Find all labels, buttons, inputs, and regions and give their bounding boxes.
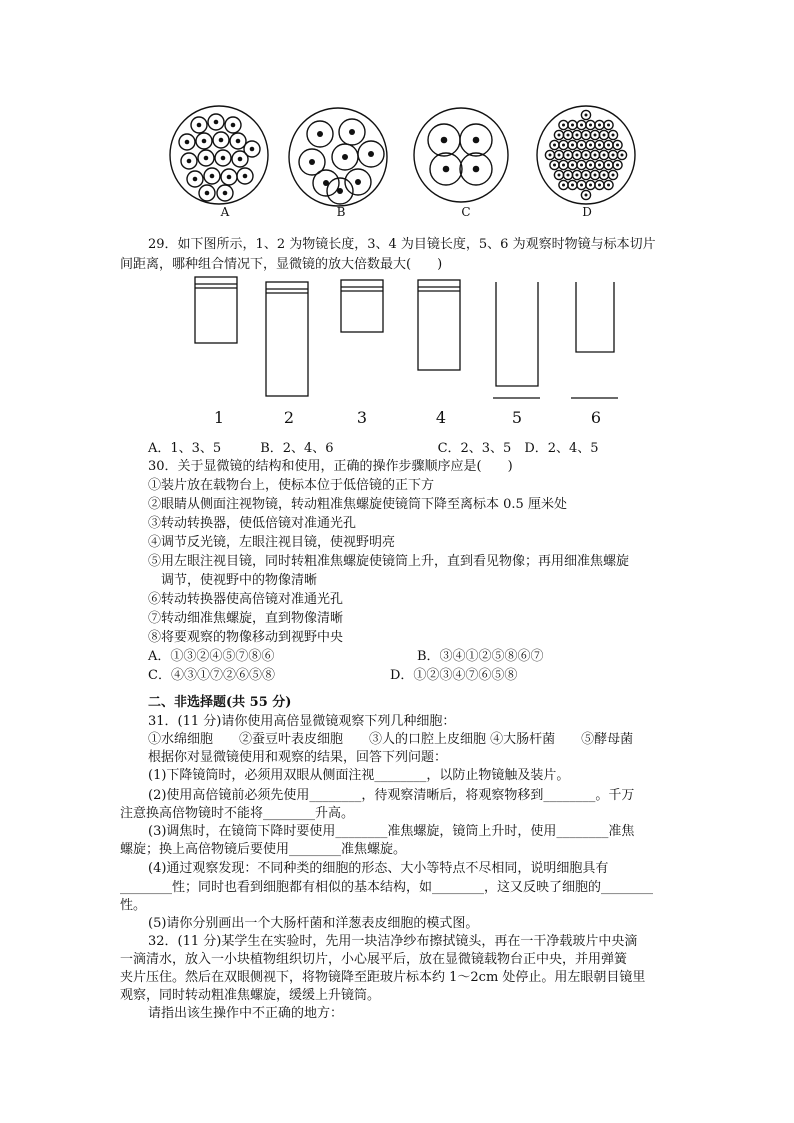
q31-line5: (2)使用高倍镜前必须先使用________，待观察清晰后，将观察物移到________。千万 [148, 788, 635, 803]
q30-step-8: ⑧将要观察的物像移动到视野中央 [148, 630, 344, 645]
q30-stem: 30．关于显微镜的结构和使用，正确的操作步骤顺序应是( ) [148, 459, 513, 474]
q29-stem-line2: 间距离，哪种组合情况下，显微镜的放大倍数最大( ) [120, 257, 443, 272]
q32-line2: 一滴清水，放入一小块植物组织切片，小心展平后，放在显微镜载物台正中央，并用弹簧 [120, 952, 628, 967]
lens-number-4: 4 [435, 408, 447, 427]
q31-line11: 性。 [120, 898, 147, 913]
lens-2-objective [266, 282, 308, 396]
q30-step-4: ④调节反光镜，左眼注视目镜，使视野明亮 [148, 535, 396, 550]
q32-line3: 夹片压住。然后在双眼侧视下，将物镜降至距玻片标本约 1～2cm 处停止。用左眼朝目镜里 [120, 970, 646, 985]
figure-label-a: A [220, 205, 230, 219]
figure-label-c: C [461, 205, 471, 219]
q31-line6: 注意换高倍物镜时不能将________升高。 [120, 806, 355, 821]
q30-option-d: D．①②③④⑦⑥⑤⑧ [390, 668, 518, 683]
lens-number-5: 5 [511, 408, 523, 427]
q31-line10: ________性；同时也看到细胞都有相似的基本结构，如________，这又反映了细胞的________ [120, 880, 654, 895]
distance-5 [493, 282, 540, 398]
section-heading: 二、非选择题(共 55 分) [148, 695, 292, 710]
q30-step-1: ①装片放在载物台上，使标本位于低倍镜的正下方 [148, 478, 435, 493]
q32-line1: 32．(11 分)某学生在实验时，先用一块洁净纱布擦拭镜头，再在一干净载玻片中央滴 [148, 934, 638, 949]
q31-line4: (1)下降镜筒时，必须用双眼从侧面注视________，以防止物镜触及装片。 [148, 768, 570, 783]
lens-1-objective [195, 277, 237, 343]
lens-number-6: 6 [590, 408, 602, 427]
q31-line3: 根据你对显微镜使用和观察的结果，回答下列问题： [148, 750, 448, 765]
lens-number-3: 3 [356, 408, 368, 427]
q30-step-3: ③转动转换器，使低倍镜对准通光孔 [148, 516, 357, 531]
q31-line8: 螺旋；换上高倍物镜后要使用________准焦螺旋。 [120, 842, 407, 857]
q30-step-2: ②眼睛从侧面注视物镜，转动粗准焦螺旋使镜筒下降至离标本 0.5 厘米处 [148, 497, 567, 512]
q30-step-5: ⑤用左眼注视目镜，同时转粗准焦螺旋使镜筒上升，直到看见物像；再用细准焦螺旋 [148, 554, 630, 569]
figure-label-d: D [582, 205, 592, 219]
distance-6 [571, 282, 618, 398]
q30-step-7: ⑦转动细准焦螺旋，直到物像清晰 [148, 611, 344, 626]
q29-options: A．1、3、5 B．2、4、6 C．2、3、5 D．2、4、5 [148, 441, 599, 456]
figure-label-b: B [336, 205, 346, 219]
q30-step-6: ⑥转动转换器使高倍镜对准通光孔 [148, 592, 344, 607]
q31-line2: ①水绵细胞 ②蚕豆叶表皮细胞 ③人的口腔上皮细胞 ④大肠杆菌 ⑤酵母菌 [148, 732, 634, 747]
lens-figure [0, 0, 794, 420]
q32-line4: 观察，同时转动粗准焦螺旋，缓缓上升镜筒。 [120, 988, 381, 1003]
q30-step-5-cont: 调节，使视野中的物像清晰 [161, 573, 318, 588]
q29-stem-line1: 29．如下图所示，1、2 为物镜长度，3、4 为目镜长度，5、6 为观察时物镜与标本切片 [148, 237, 656, 252]
q30-option-b: B．③④①②⑤⑧⑥⑦ [417, 649, 544, 664]
q30-option-c: C．④③①⑦②⑥⑤⑧ [148, 668, 275, 683]
q31-line9: (4)通过观察发现：不同种类的细胞的形态、大小等特点不尽相同，说明细胞具有 [148, 861, 609, 876]
lens-3-eyepiece [341, 280, 383, 332]
lens-number-2: 2 [283, 408, 295, 427]
lens-4-eyepiece [418, 280, 460, 370]
q30-option-a: A．①③②④⑤⑦⑧⑥ [148, 649, 275, 664]
q32-line5: 请指出该生操作中不正确的地方： [148, 1006, 344, 1021]
lens-number-1: 1 [213, 408, 225, 427]
q31-line7: (3)调焦时，在镜筒下降时要使用________准焦螺旋，镜筒上升时，使用________准焦 [148, 824, 635, 839]
q31-line1: 31．(11 分)请你使用高倍显微镜观察下列几种细胞： [148, 714, 456, 729]
q31-line12: (5)请你分别画出一个大肠杆菌和洋葱表皮细胞的模式图。 [148, 916, 479, 931]
